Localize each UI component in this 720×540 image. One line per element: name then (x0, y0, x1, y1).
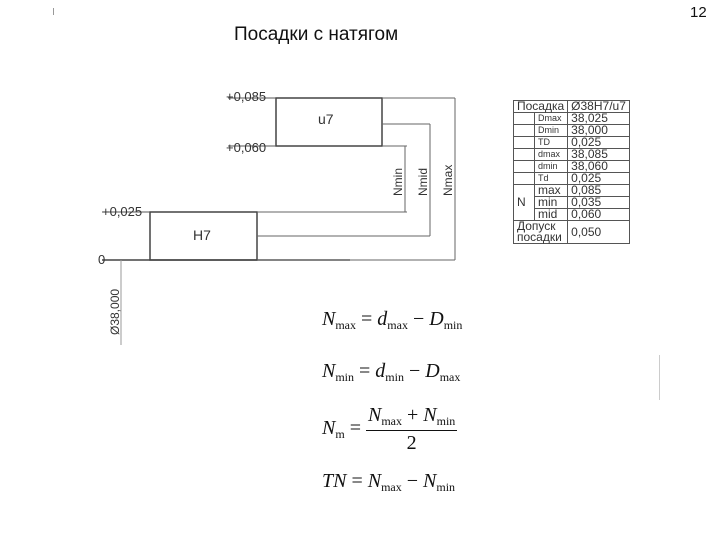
formula-symbol: d (375, 360, 386, 382)
formula-subscript: max (381, 414, 402, 428)
formula-symbol: N (423, 470, 437, 492)
table-cell-fit-tolerance (514, 221, 568, 244)
formula-subscript: min (443, 318, 463, 332)
label-nmin: Nmin (391, 167, 405, 196)
table-cell: 0,050 (568, 221, 630, 244)
table-cell: dmax (535, 149, 568, 161)
formula-symbol: D (425, 360, 440, 382)
formula-operator: − (412, 308, 425, 330)
formula-operator: = (361, 308, 373, 330)
fraction-denominator: 2 (406, 432, 417, 454)
formula-subscript: min (335, 370, 355, 384)
table-cell: 0,060 (568, 209, 630, 221)
table-spacer (514, 137, 535, 149)
hole-label: H7 (193, 227, 211, 243)
formula-symbol: N (423, 404, 437, 426)
label-hole-upper: +0,025 (102, 204, 143, 219)
table-cell: 0,085 (568, 185, 630, 197)
table-row (514, 221, 630, 244)
formula-subscript: max (335, 318, 357, 332)
formula-subscript: max (387, 318, 408, 332)
fit-tolerance-label-2: посадки (517, 230, 562, 244)
table-spacer (514, 161, 535, 173)
formula-operator: − (406, 470, 419, 492)
formula-symbol: d (377, 308, 388, 330)
formula-operator: − (408, 360, 421, 382)
table-cell: 38,085 (568, 149, 630, 161)
table-spacer (514, 113, 535, 125)
table-cell: min (535, 197, 568, 209)
table-cell: mid (535, 209, 568, 221)
formula-nmid (322, 404, 457, 455)
formula-operator: + (406, 404, 419, 426)
label-nmid: Nmid (416, 167, 430, 196)
table-spacer (514, 125, 535, 137)
table-cell: 0,025 (568, 173, 630, 185)
formula-subscript: min (385, 370, 404, 384)
label-nominal-diameter: Ø38,000 (108, 288, 122, 335)
formula-subscript: max (381, 480, 402, 494)
table-cell: Ø38H7/u7 (568, 101, 630, 113)
table-cell: 38,025 (568, 113, 630, 125)
formula-nmin (322, 360, 460, 385)
fraction-numerator (366, 404, 457, 431)
formula-fraction (366, 404, 457, 455)
formula-symbol: TN (322, 470, 347, 492)
formula-operator: = (349, 417, 361, 440)
table-cell: Td (535, 173, 568, 185)
formula-symbol: N (367, 404, 382, 426)
fit-tolerance-label-1: Допуск (517, 219, 556, 233)
formula-tn (322, 470, 455, 495)
formula-subscript: max (439, 370, 461, 384)
formula-symbol: N (322, 417, 336, 440)
fit-table (513, 100, 630, 244)
table-spacer (514, 173, 535, 185)
formula-nmax (322, 308, 462, 333)
table-cell: 38,060 (568, 161, 630, 173)
formula-operator: = (359, 360, 371, 382)
table-cell: TD (535, 137, 568, 149)
table-cell: 0,025 (568, 137, 630, 149)
formula-subscript: min (436, 480, 456, 494)
page-number: 12 (690, 4, 707, 21)
formula-symbol: D (429, 308, 444, 330)
label-zero: 0 (98, 252, 106, 267)
formula-symbol: N (322, 308, 336, 330)
formula-symbol: N (367, 470, 382, 492)
slide-title: Посадки с натягом (234, 24, 399, 45)
table-cell: dmin (535, 161, 568, 173)
table-cell: Dmin (535, 125, 568, 137)
formula-symbol: N (322, 360, 336, 382)
label-nmax: Nmax (441, 164, 455, 196)
formula-subscript: m (335, 427, 345, 442)
formula-subscript: min (436, 414, 456, 428)
divider (659, 355, 660, 400)
label-shaft-upper: +0,085 (226, 89, 267, 104)
formula-operator: = (351, 470, 363, 492)
table-cell: Посадка (514, 101, 568, 113)
table-spacer (514, 149, 535, 161)
table-cell: 38,000 (568, 125, 630, 137)
label-shaft-lower: +0,060 (226, 140, 267, 155)
table-cell: max (535, 185, 568, 197)
table-cell-n: N (514, 185, 535, 221)
table-cell: 0,035 (568, 197, 630, 209)
shaft-label: u7 (318, 111, 334, 127)
table-cell: Dmax (535, 113, 568, 125)
